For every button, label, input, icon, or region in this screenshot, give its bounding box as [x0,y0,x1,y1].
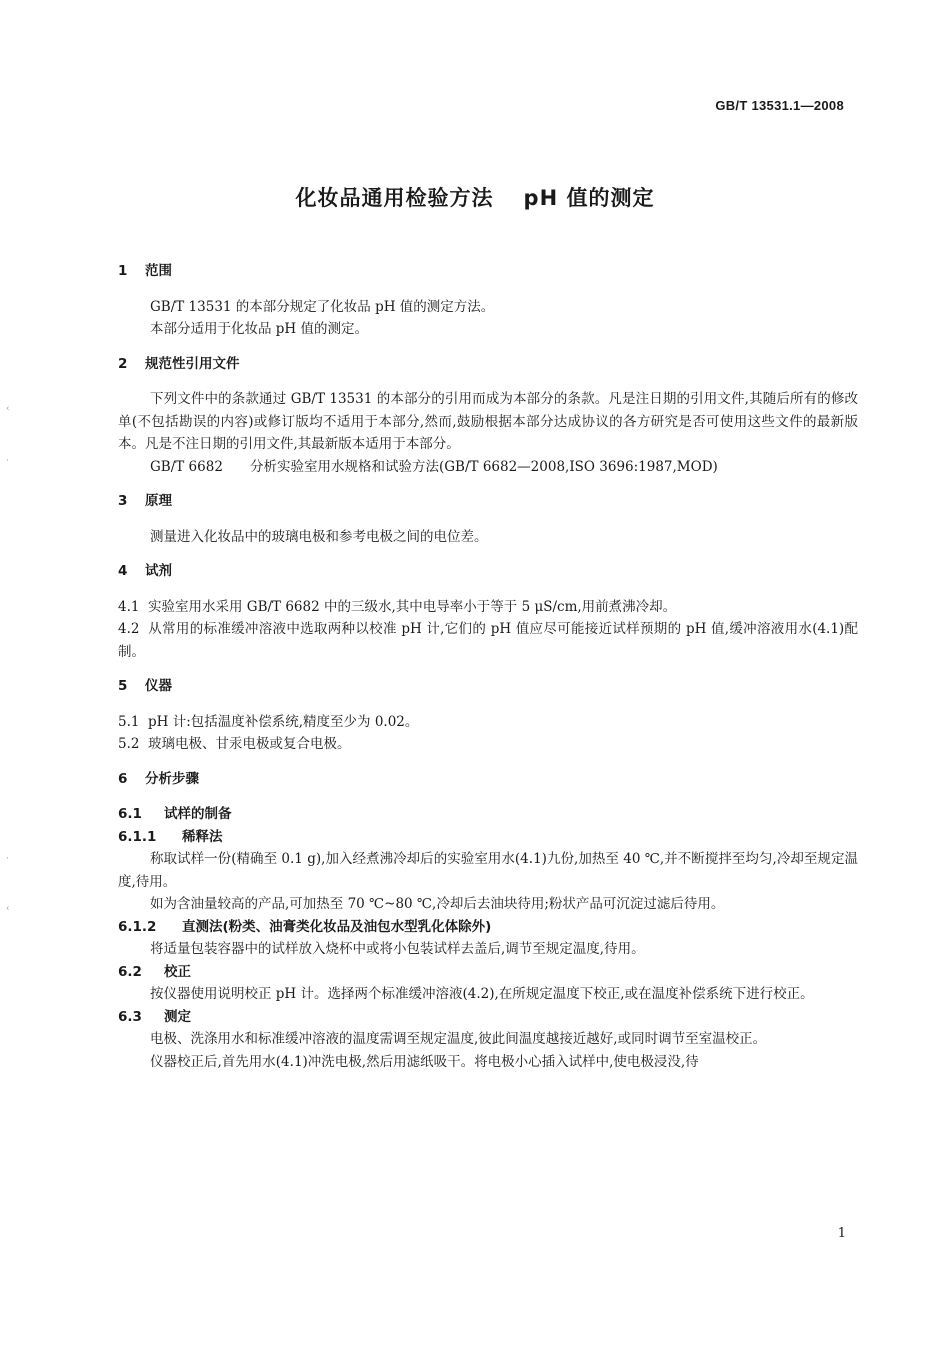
paragraph: 按仪器使用说明校正 pH 计。选择两个标准缓冲溶液(4.2),在所规定温度下校正,或在温度补偿系统下进行校正。 [150,986,814,1002]
subsection-heading: 6.1 试样的制备 [118,806,232,822]
reference-title: 分析实验室用水规格和试验方法(GB/T 6682—2008,ISO 3696:1987,MOD) [250,458,718,475]
normative-reference [118,456,858,479]
reference-code: GB/T 6682 [150,458,223,475]
document-title [0,182,950,212]
clause-item: 4.1 实验室用水采用 GB/T 6682 中的三级水,其中电导率小于等于 5 μS/cm,用前煮沸冷却。 [118,598,677,615]
paragraph: 称取试样一份(精确至 0.1 g),加入经煮沸冷却后的实验室用水(4.1)九份,加热至 40 ℃,并不断搅拌至均匀,冷却至规定温度,待用。 [118,851,858,890]
section-heading-1: 1 范围 [118,263,172,279]
paragraph: 下列文件中的条款通过 GB/T 13531 的本部分的引用而成为本部分的条款。凡是注日期的引用文件,其随后所有的修改单(不包括勘误的内容)或修订版均不适用于本部分,然而,鼓励根据本部分达成协议的各方研究是否可使用这些文件的最新版本。凡是不注日期的引用文件,其最新版本适用于本部分。 [118,391,858,452]
standard-number: GB/T 13531.1—2008 [715,98,844,113]
section-heading-3: 3 原理 [118,493,172,509]
subsubsection-heading: 6.1.2 直测法(粉类、油膏类化妆品及油包水型乳化体除外) [118,918,492,935]
paragraph: 如为含油量较高的产品,可加热至 70 ℃~80 ℃,冷却后去油块待用;粉状产品可沉淀过滤后待用。 [150,896,725,912]
subsection-heading: 6.3 测定 [118,1008,191,1025]
title-part-2: pH 值的测定 [523,186,655,210]
clause-item: 4.2 从常用的标准缓冲溶液中选取两种以校准 pH 计,它们的 pH 值应尽可能接近试样预期的 pH 值,缓冲溶液用水(4.1)配制。 [118,621,858,660]
page-number: 1 [837,1226,846,1241]
subsection-heading: 6.2 校正 [118,963,191,980]
section-heading-6: 6 分析步骤 [118,770,199,787]
document-body [118,260,858,1073]
clause-item: 5.1 pH 计:包括温度补偿系统,精度至少为 0.02。 [118,713,419,730]
paragraph: GB/T 13531 的本部分规定了化妆品 pH 值的测定方法。 [150,298,495,315]
scan-artifact: · [6,456,9,466]
paragraph: 测量进入化妆品中的玻璃电极和参考电极之间的电位差。 [150,528,488,545]
clause-item: 5.2 玻璃电极、甘汞电极或复合电极。 [118,736,351,752]
section-heading-5: 5 仪器 [118,678,172,694]
subsubsection-heading: 6.1.1 稀释法 [118,828,223,845]
paragraph: 本部分适用于化妆品 pH 值的测定。 [150,321,368,337]
section-heading-2: 2 规范性引用文件 [118,355,240,372]
title-part-1: 化妆品通用检验方法 [295,186,494,210]
scan-artifact: · [6,854,9,864]
scan-artifact: ‹ [6,404,10,414]
paragraph: 将适量包装容器中的试样放入烧杯中或将小包装试样去盖后,调节至规定温度,待用。 [150,941,645,957]
paragraph: 电极、洗涤用水和标准缓冲溶液的温度需调至规定温度,彼此间温度越接近越好,或同时调节至室温校正。 [150,1031,767,1047]
paragraph: 仪器校正后,首先用水(4.1)冲洗电极,然后用滤纸吸干。将电极小心插入试样中,使电极浸没,待 [150,1053,699,1070]
scan-artifact: ‹ [6,904,10,914]
section-heading-4: 4 试剂 [118,563,172,579]
